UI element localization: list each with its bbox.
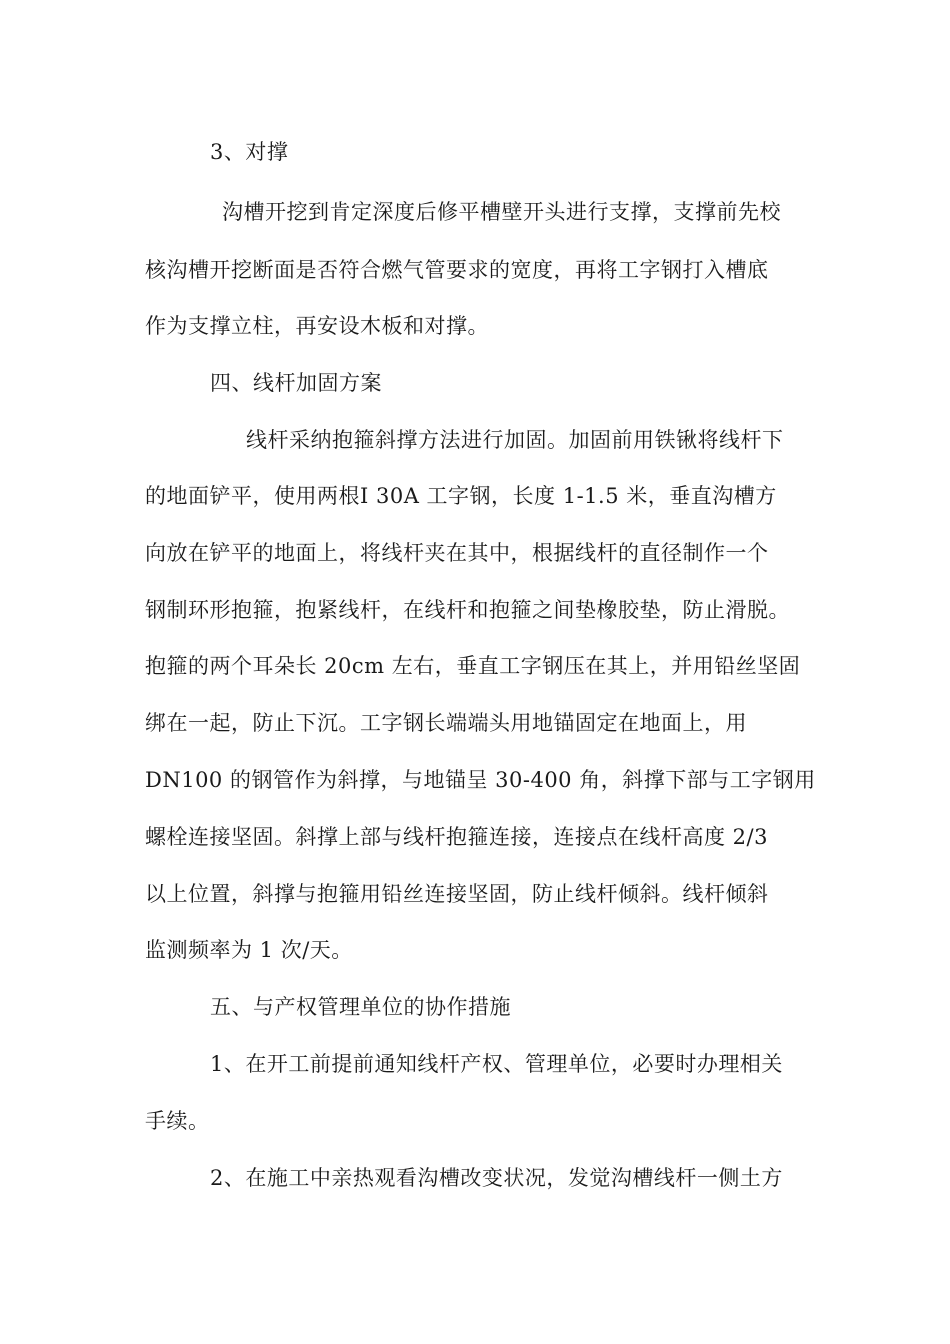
paragraph-line: 线杆采纳抱箍斜撑方法进行加固。加固前用铁锹将线杆下 — [246, 428, 784, 452]
paragraph-line: 螺栓连接坚固。斜撑上部与线杆抱箍连接，连接点在线杆高度 2/3 — [145, 825, 768, 849]
paragraph-line: 绑在一起，防止下沉。工字钢长端端头用地锚固定在地面上，用 — [145, 711, 747, 735]
paragraph-line: 2、在施工中亲热观看沟槽改变状况，发觉沟槽线杆一侧土方 — [210, 1166, 783, 1190]
paragraph-line: 1、在开工前提前通知线杆产权、管理单位，必要时办理相关 — [210, 1052, 783, 1076]
paragraph-line: 向放在铲平的地面上，将线杆夹在其中，根据线杆的直径制作一个 — [145, 541, 769, 565]
paragraph-line: 钢制环形抱箍，抱紧线杆，在线杆和抱箍之间垫橡胶垫，防止滑脱。 — [145, 598, 790, 622]
paragraph-line: DN100 的钢管作为斜撑，与地锚呈 30-400 角，斜撑下部与工字钢用 — [145, 768, 816, 792]
paragraph-line: 以上位置，斜撑与抱箍用铅丝连接坚固，防止线杆倾斜。线杆倾斜 — [145, 882, 769, 906]
paragraph-line: 监测频率为 1 次/天。 — [145, 938, 353, 962]
paragraph-line: 沟槽开挖到肯定深度后修平槽壁开头进行支撑，支撑前先校 — [222, 200, 781, 224]
paragraph-line: 手续。 — [145, 1109, 210, 1133]
section-heading-5: 五、与产权管理单位的协作措施 — [210, 995, 511, 1019]
section-heading-3: 3、对撑 — [210, 140, 289, 164]
paragraph-line: 的地面铲平，使用两根Ⅰ 30A 工字钢，长度 1-1.5 米，垂直沟槽方 — [145, 484, 777, 508]
paragraph-line: 抱箍的两个耳朵长 20cm 左右，垂直工字钢压在其上，并用铅丝坚固 — [145, 654, 801, 678]
section-heading-4: 四、线杆加固方案 — [210, 371, 382, 395]
paragraph-line: 作为支撑立柱，再安设木板和对撑。 — [145, 314, 489, 338]
paragraph-line: 核沟槽开挖断面是否符合燃气管要求的宽度，再将工字钢打入槽底 — [145, 258, 769, 282]
